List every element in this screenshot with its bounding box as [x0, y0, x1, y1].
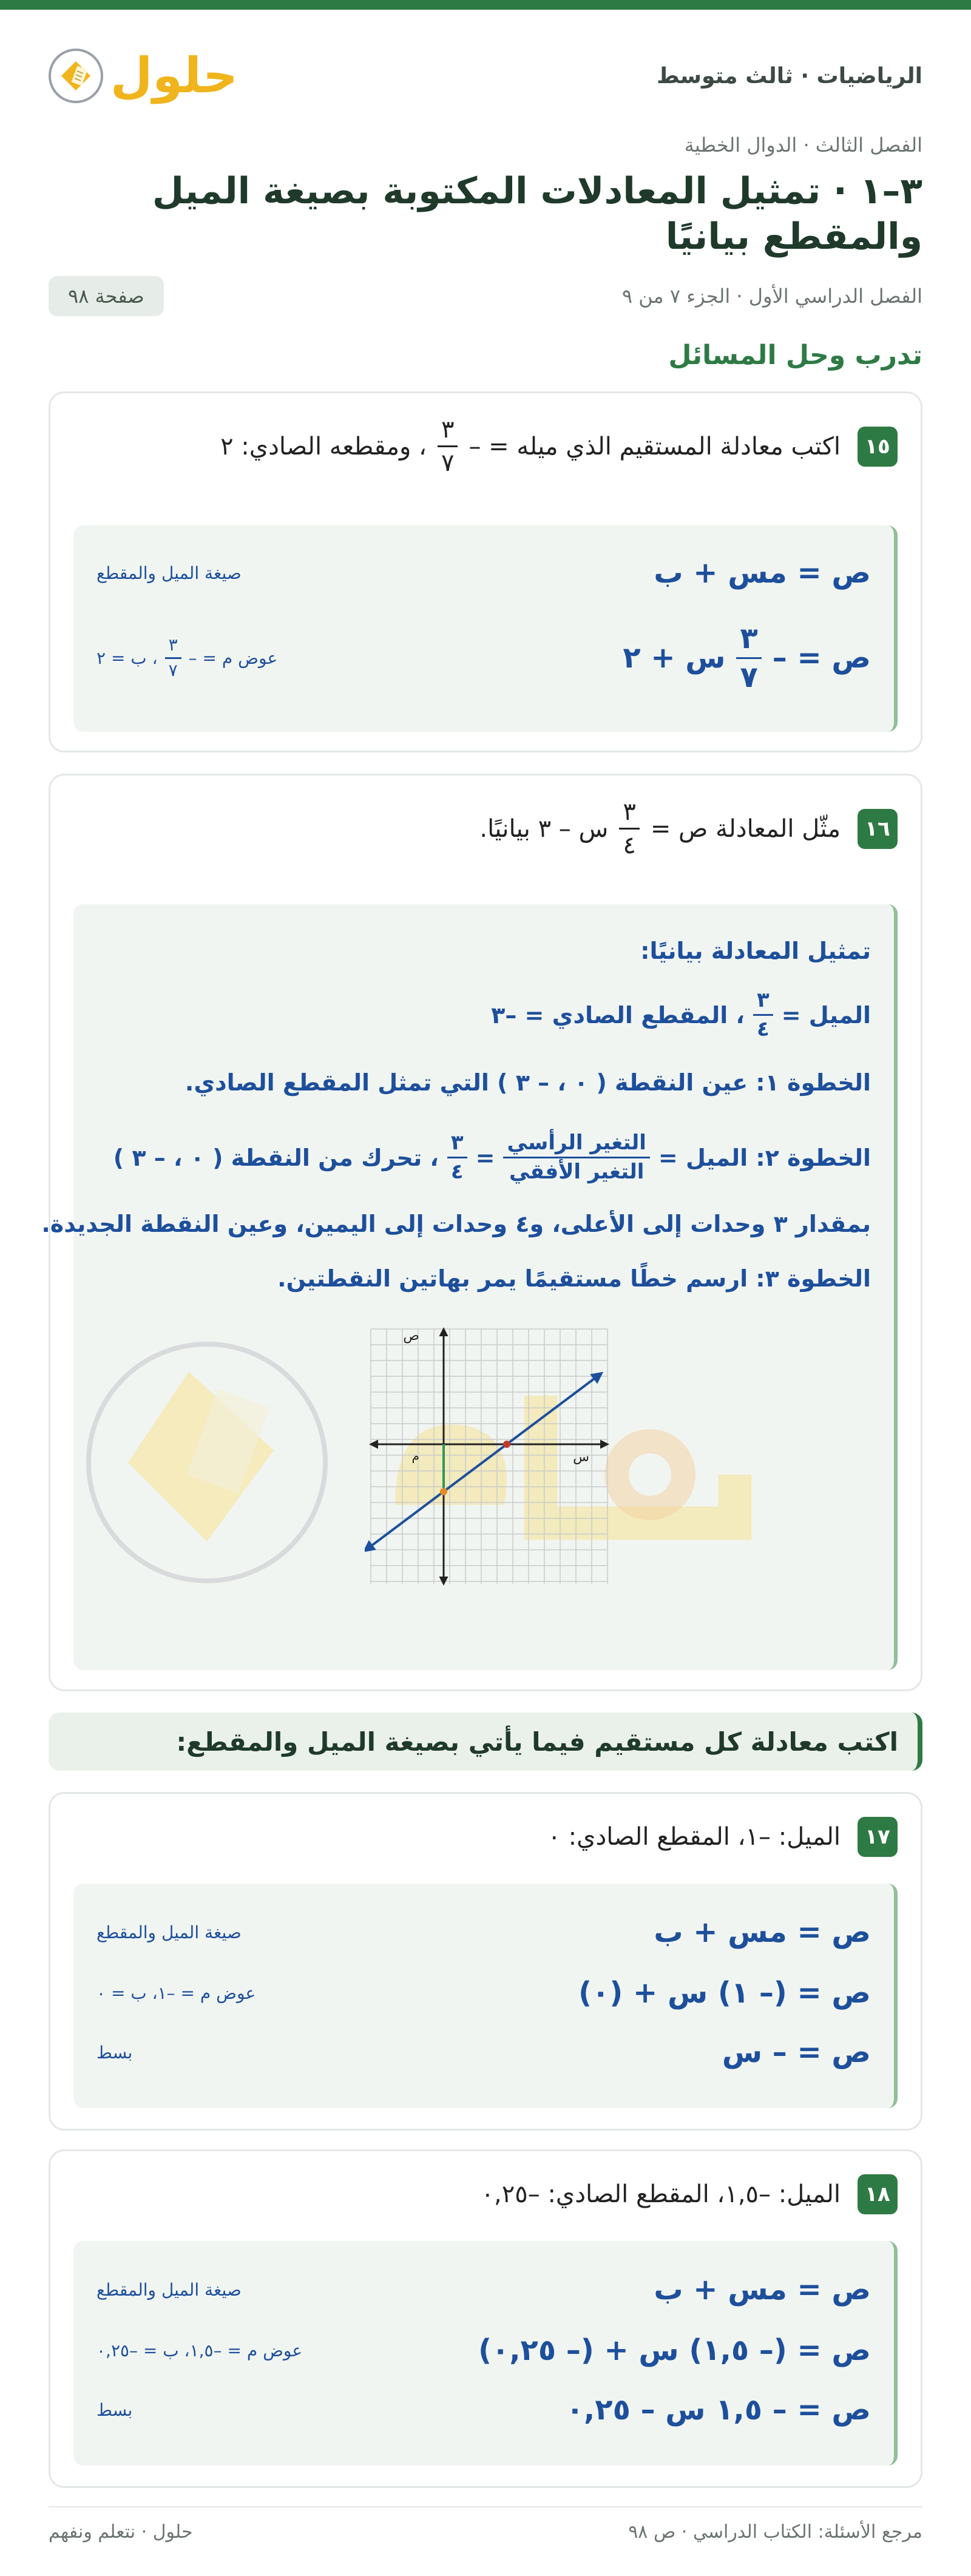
fraction-denominator: التغير الأفقي	[509, 1160, 645, 1185]
fraction-numerator: ٣	[753, 989, 773, 1016]
step-fraction	[503, 1132, 649, 1184]
intercept-point	[440, 1488, 447, 1495]
answer-equation: ص = مس + ب	[654, 556, 871, 590]
question-text	[220, 416, 841, 476]
step-part: ، المقطع الصادي = –٣	[491, 1001, 745, 1029]
step-fraction	[447, 1132, 467, 1184]
step-fraction	[753, 989, 773, 1041]
question-text-part: ، ومقطعه الصادي: ٢	[220, 432, 427, 461]
step-part: الميل =	[781, 1001, 871, 1029]
footer-brand: حلول · نتعلم ونفهم	[49, 2521, 193, 2543]
answer-note: بسط	[96, 2399, 133, 2420]
question-card-18	[49, 2149, 922, 2488]
question-header	[73, 1817, 898, 1857]
answer-box	[41, 904, 898, 1670]
y-axis-label: ص	[403, 1328, 419, 1344]
step-part: ، تحرك من النقطة ( ٠ ، – ٣ )	[113, 1144, 439, 1171]
answer-note: صيغة الميل والمقطع	[96, 1922, 242, 1942]
fraction-numerator: ٣	[165, 636, 181, 659]
question-text	[479, 799, 841, 859]
question-card-16	[41, 774, 922, 1691]
answer-note: عوض م = –١,٥، ب = –٠,٢٥	[96, 2340, 303, 2361]
equation-fraction	[736, 623, 761, 694]
answer-note: عوض م = –١، ب = ٠	[96, 1983, 256, 2003]
answer-note: صيغة الميل والمقطع	[96, 2279, 242, 2300]
new-point	[503, 1441, 510, 1448]
answer-line	[96, 2333, 871, 2367]
fraction-numerator: ٣	[438, 416, 458, 447]
coordinate-graph	[365, 1323, 620, 1590]
fraction-denominator: ٧	[740, 660, 758, 694]
answer-box	[73, 526, 898, 732]
answer-line	[96, 556, 871, 590]
step-part: الخطوة ٢: الميل =	[658, 1144, 871, 1171]
fraction-numerator: ٣	[447, 1132, 467, 1158]
question-number: ١٥	[858, 427, 898, 467]
section-title: تدرب وحل المسائل	[668, 340, 922, 371]
question-card-15	[49, 391, 922, 752]
answer-note	[96, 636, 277, 680]
page-badge: صفحة ٩٨	[49, 276, 164, 316]
answer-equation: ص = (– ١) س + (٠)	[578, 1976, 871, 2010]
question-card-17	[49, 1792, 922, 2131]
fraction-numerator: ٣	[619, 799, 639, 830]
note-fraction	[165, 636, 181, 680]
answer-equation: ص = مس + ب	[654, 2273, 871, 2307]
answer-box	[73, 2241, 898, 2466]
answer-equation: ص = – س	[722, 2035, 871, 2069]
answer-note: بسط	[96, 2042, 133, 2063]
question-text-part: اكتب معادلة المستقيم الذي ميله = –	[469, 432, 841, 461]
solution-step-2-continued: بمقدار ٣ وحدات إلى الأعلى، و٤ وحدات إلى اليمين، وعين النقطة الجديدة.	[41, 1211, 871, 1237]
book-icon	[49, 49, 103, 103]
question-text: الميل: –١، المقطع الصادي: ٠	[547, 1823, 841, 1851]
page-header	[49, 36, 922, 115]
solution-step-2	[96, 1132, 871, 1184]
question-number: ١٨	[858, 2174, 898, 2214]
fraction-numerator: التغير الرأسي	[503, 1132, 649, 1158]
fraction-denominator: ٧	[441, 449, 455, 477]
question-header	[73, 2174, 898, 2214]
answer-box	[73, 1884, 898, 2108]
solution-step-3: الخطوة ٣: ارسم خطًا مستقيمًا يمر بهاتين النقطتين.	[277, 1265, 871, 1292]
breadcrumb[interactable]: الفصل الثالث · الدوال الخطية	[684, 134, 922, 157]
meta-row	[49, 276, 922, 316]
fraction-numerator: ٣	[736, 623, 761, 659]
answer-line	[96, 2273, 871, 2307]
footer-reference: مرجع الأسئلة: الكتاب الدراسي · ص ٩٨	[628, 2521, 922, 2543]
answer-note: صيغة الميل والمقطع	[96, 563, 242, 583]
fraction-denominator: ٤	[450, 1160, 464, 1185]
fraction-denominator: ٧	[168, 660, 178, 680]
x-axis-label: س	[573, 1450, 589, 1465]
brand-logo[interactable]	[49, 49, 238, 103]
fraction-denominator: ٤	[623, 831, 636, 859]
answer-line	[96, 1915, 871, 1949]
footer-divider	[49, 2506, 922, 2507]
question-number: ١٦	[858, 809, 898, 849]
answer-equation: ص = مس + ب	[654, 1915, 871, 1949]
step-part: =	[475, 1144, 495, 1171]
answer-line	[96, 623, 871, 694]
note-part: عوض م = –	[188, 647, 278, 668]
question-header	[73, 799, 898, 859]
question-number: ١٧	[858, 1817, 898, 1857]
question-header	[73, 416, 898, 476]
equation-line	[365, 1373, 601, 1551]
answer-line	[96, 2393, 871, 2427]
note-part: ، ب = ٢	[96, 647, 158, 668]
answer-equation: ص = (– ١,٥) س + (– ٠,٢٥)	[478, 2333, 871, 2367]
answer-equation: ص = – ١,٥ س – ٠,٢٥	[566, 2393, 871, 2427]
equation-part: س + ٢	[623, 641, 726, 675]
solution-slope-line	[96, 989, 871, 1041]
instruction-banner: اكتب معادلة كل مستقيم فيما يأتي بصيغة الميل والمقطع:	[49, 1712, 922, 1771]
slope-fraction	[619, 799, 639, 859]
logo-wordmark: حلول	[110, 47, 238, 104]
question-text: الميل: –١,٥، المقطع الصادي: –٠,٢٥	[481, 2180, 841, 2208]
page-footer	[49, 2521, 922, 2543]
origin-label: م	[411, 1449, 419, 1463]
fraction-denominator: ٤	[756, 1017, 770, 1042]
answer-equation	[623, 623, 871, 694]
question-text-part: مثّل المعادلة ص =	[650, 814, 841, 843]
slope-fraction	[438, 416, 458, 476]
solution-step-1: الخطوة ١: عين النقطة ( ٠ ، – ٣ ) التي تمثل المقطع الصادي.	[184, 1069, 871, 1096]
equation-part: ص = –	[772, 641, 871, 675]
question-text-part: س – ٣ بيانيًا.	[479, 814, 609, 843]
solution-title: تمثيل المعادلة بيانيًا:	[640, 938, 871, 964]
answer-line	[96, 1976, 871, 2010]
answer-line	[96, 2035, 871, 2069]
page-title: ٣–١ · تمثيل المعادلات المكتوبة بصيغة الميل والمقطع بيانيًا	[152, 170, 922, 258]
term-info: الفصل الدراسي الأول · الجزء ٧ من ٩	[621, 285, 922, 308]
subject-label: الرياضيات · ثالث متوسط	[657, 63, 922, 89]
top-accent-bar	[0, 0, 971, 10]
